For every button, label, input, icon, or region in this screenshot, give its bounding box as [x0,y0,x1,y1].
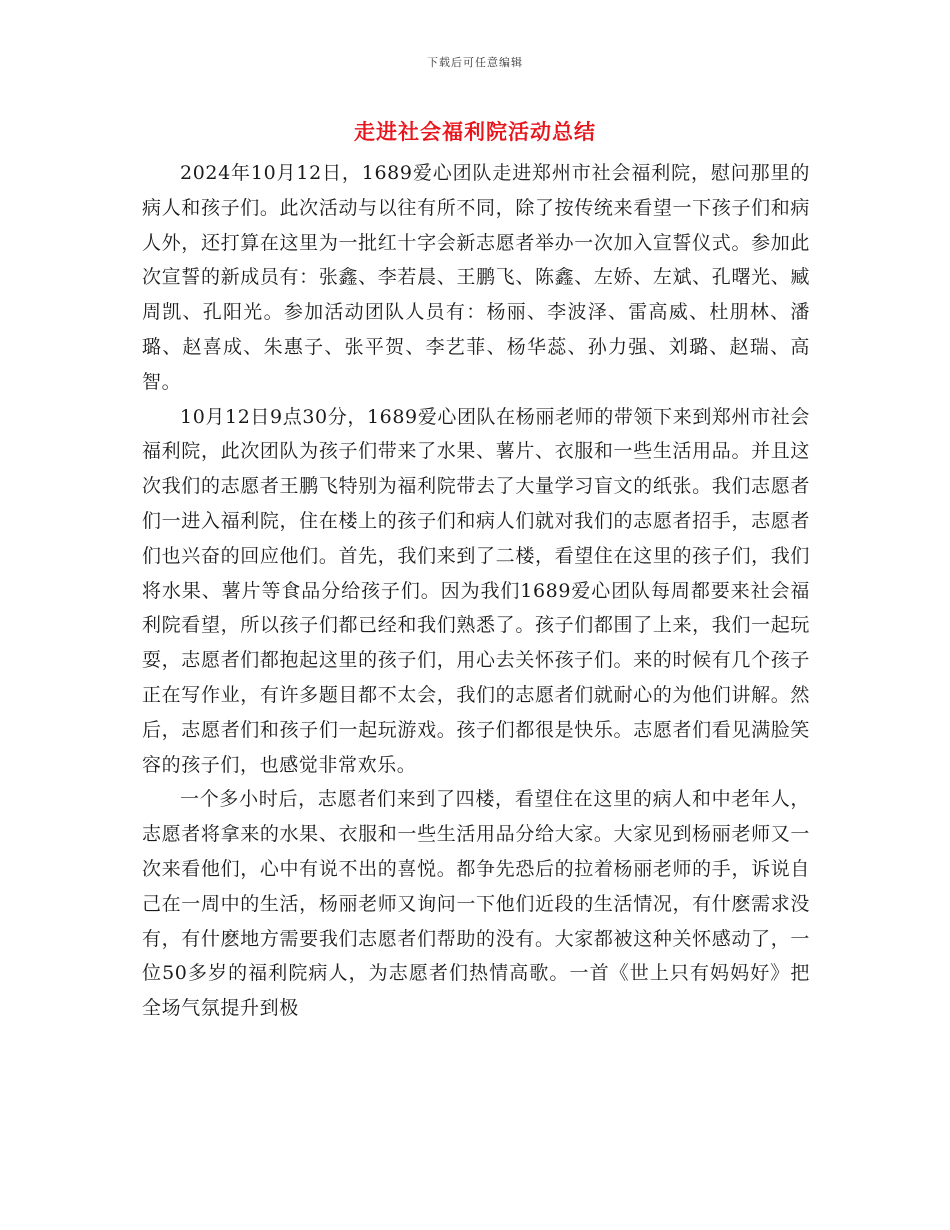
paragraph-2: 10月12日9点30分，1689爱心团队在杨丽老师的带领下来到郑州市社会福利院，此次团队为孩子们带来了水果、薯片、衣服和一些生活用品。并且这次我们的志愿者王鹏飞特别为福利院带去了大量学习盲文的纸张。我们志愿者们一进入福利院，住在楼上的孩子们和病人们就对我们的志愿者招手，志愿者们也兴奋的回应他们。首先，我们来到了二楼，看望住在这里的孩子们，我们将水果、薯片等食品分给孩子们。因为我们1689爱心团队每周都要来社会福利院看望，所以孩子们都已经和我们熟悉了。孩子们都围了上来，我们一起玩耍，志愿者们都抱起这里的孩子们，用心去关怀孩子们。来的时候有几个孩子正在写作业，有许多题目都不太会，我们的志愿者们就耐心的为他们讲解。然后，志愿者们和孩子们一起玩游戏。孩子们都很是快乐。志愿者们看见满脸笑容的孩子们，也感觉非常欢乐。 [142,405,810,776]
document-body [142,156,810,1026]
paragraph-3: 一个多小时后，志愿者们来到了四楼，看望住在这里的病人和中老年人，志愿者将拿来的水果、衣服和一些生活用品分给大家。大家见到杨丽老师又一次来看他们，心中有说不出的喜悦。都争先恐后的拉着杨丽老师的手，诉说自己在一周中的生活，杨丽老师又询问一下他们近段的生活情况，有什麽需求没有，有什麽地方需要我们志愿者们帮助的没有。大家都被这种关怀感动了，一位50多岁的福利院病人，为志愿者们热情高歌。一首《世上只有妈妈好》把全场气氛提升到极 [142,788,810,1020]
document-title: 走进社会福利院活动总结 [354,120,596,144]
paragraph-1: 2024年10月12日，1689爱心团队走进郑州市社会福利院，慰问那里的病人和孩子们。此次活动与以往有所不同，除了按传统来看望一下孩子们和病人外，还打算在这里为一批红十字会新志愿者举办一次加入宣誓仪式。参加此次宣誓的新成员有：张鑫、李若晨、王鹏飞、陈鑫、左娇、左斌、孔曙光、臧周凯、孔阳光。参加活动团队人员有：杨丽、李波泽、雷高威、杜朋林、潘璐、赵喜成、朱惠子、张平贺、李艺菲、杨华蕊、孙力强、刘璐、赵瑞、高智。 [142,162,810,393]
header-note: 下载后可任意编辑 [427,56,523,69]
